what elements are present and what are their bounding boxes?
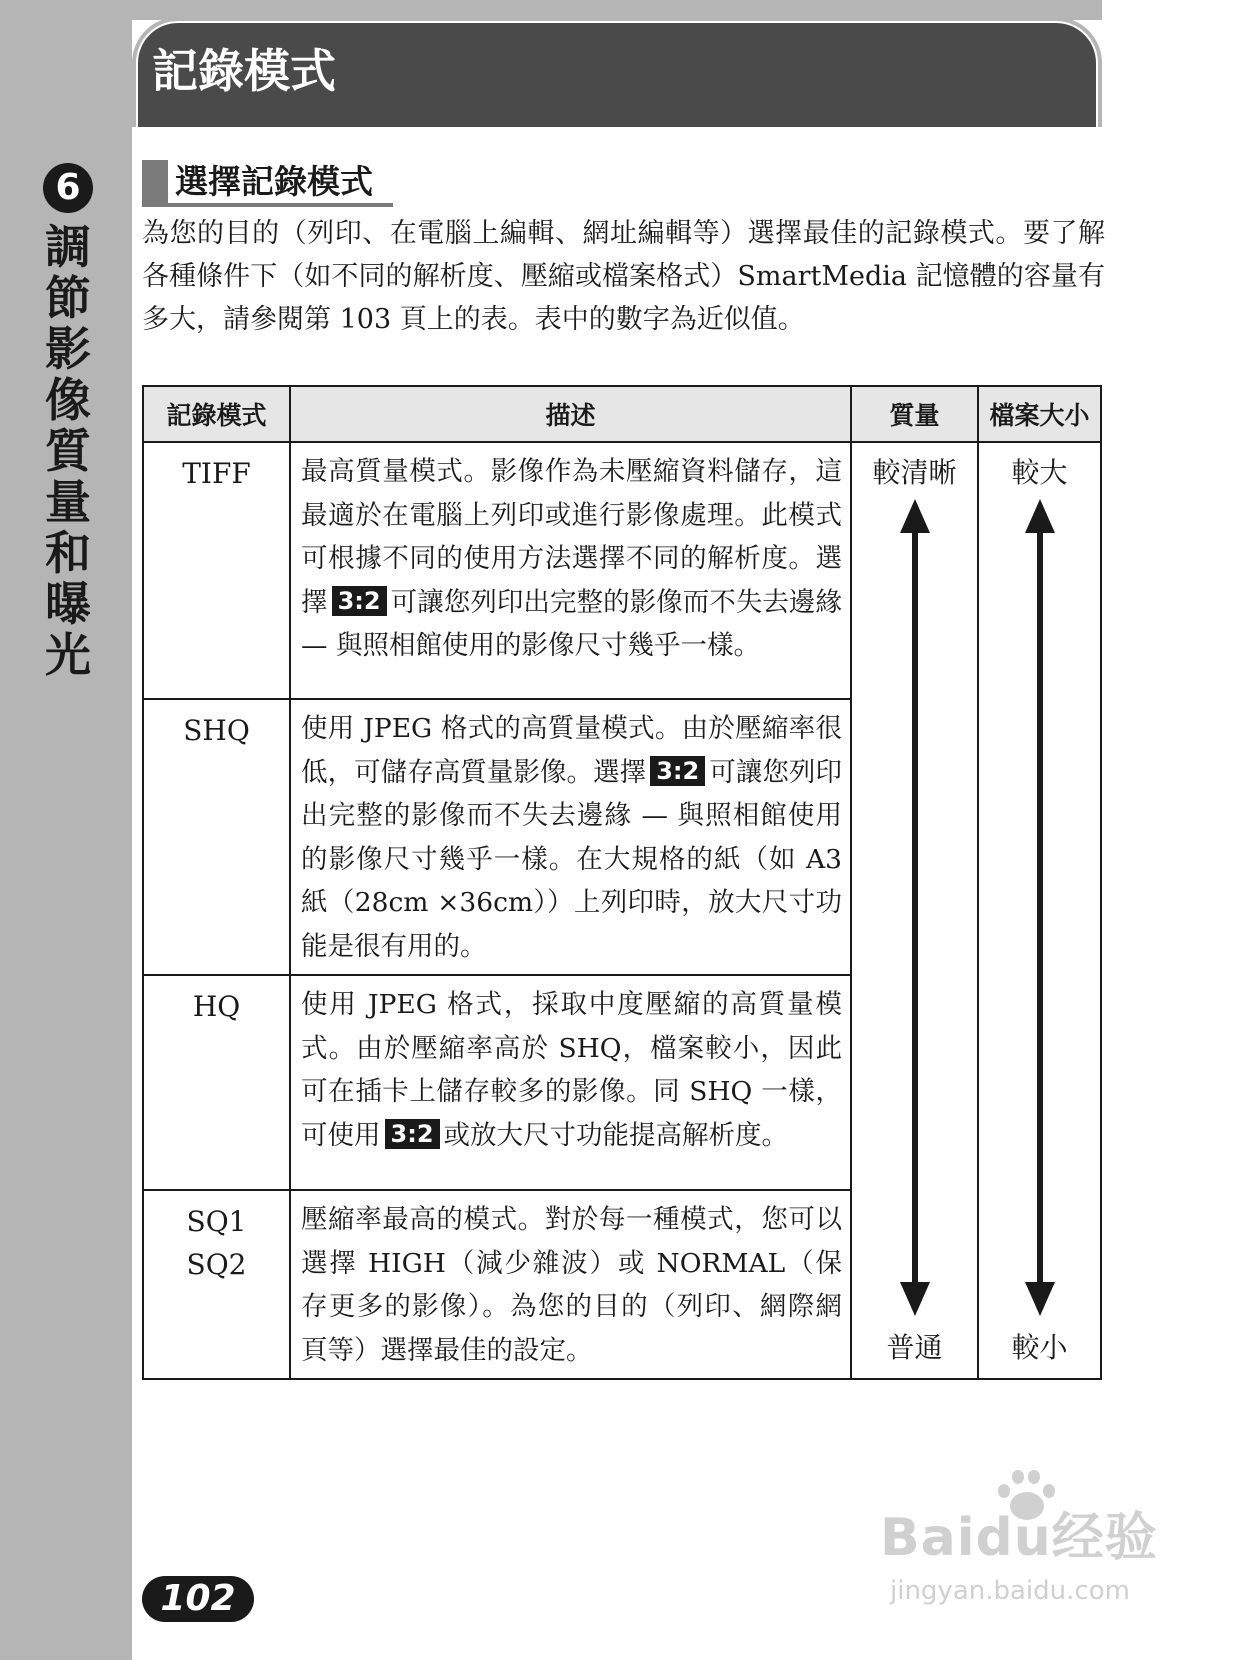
size-large-label: 較大 — [1011, 456, 1068, 489]
intro-paragraph: 為您的目的（列印、在電腦上編輯、網址編輯等）選擇最佳的記錄模式。要了解各種條件下（如不同的解析度、壓縮或檔案格式）SmartMedia 記憶體的容量有多大，請參閱第 103 頁上的表。表中的數字為近似值。 — [142, 218, 1105, 335]
arrow-down-icon — [1025, 1282, 1055, 1316]
arrow-down-icon — [900, 1282, 930, 1316]
aspect-ratio-tag: 3:2 — [385, 1119, 440, 1149]
section-underline — [142, 203, 393, 207]
mode-name: SQ1 — [186, 1205, 247, 1238]
table-row — [143, 442, 1101, 699]
mode-description: 壓縮率最高的模式。對於每一種模式，您可以選擇 HIGH（減少雜波）或 NORMAL（保存更多的影像）。為您的目的（列印、網際網頁等）選擇最佳的設定。 — [290, 1190, 851, 1379]
mode-name: HQ — [143, 975, 290, 1190]
size-small-label: 較小 — [1011, 1331, 1068, 1364]
arrow-up-icon — [900, 499, 930, 533]
mode-description — [290, 442, 851, 699]
mode-name: SHQ — [143, 699, 290, 975]
page-title: 記錄模式 — [152, 44, 336, 98]
description-text: 可讓您列印出完整的影像而不失去邊緣 — 與照相館使用的影像尺寸幾乎一樣。在大規格的紙（如 A3 紙（28cm ×36cm））上列印時，放大尺寸功能是很有用的。 — [301, 756, 842, 962]
chapter-title-vertical: 調節影像質量和曝光 — [45, 220, 91, 682]
table-header-row — [143, 386, 1101, 442]
quality-high-label: 較清晰 — [872, 456, 957, 489]
arrow-shaft — [1037, 529, 1043, 1286]
file-size-scale — [978, 442, 1101, 1379]
mode-description — [290, 975, 851, 1190]
mode-name-group — [143, 1190, 290, 1379]
section-heading — [142, 160, 373, 206]
baidu-watermark — [880, 1468, 1180, 1608]
chapter-number-badge: 6 — [43, 163, 93, 213]
mode-description — [290, 699, 851, 975]
double-arrow-icon — [900, 499, 930, 1316]
arrow-shaft — [912, 529, 918, 1286]
description-text: 或放大尺寸功能提高解析度。 — [443, 1119, 789, 1151]
mode-name: TIFF — [143, 442, 290, 699]
arrow-up-icon — [1025, 499, 1055, 533]
description-text: 最高質量模式。影像作為未壓縮資料儲存，這最適於在電腦上列印或進行影像處理。此模式可根據不同的使用方法選擇不同的解析度。選擇 — [301, 456, 842, 618]
quality-low-label: 普通 — [886, 1331, 943, 1364]
section-title: 選擇記錄模式 — [175, 162, 373, 201]
watermark-url: jingyan.baidu.com — [890, 1576, 1130, 1606]
page-number: 102 — [142, 1576, 254, 1622]
header-mode: 記錄模式 — [143, 386, 290, 442]
description-text: 使用 JPEG 格式，採取中度壓縮的高質量模式。由於壓縮率高於 SHQ，檔案較小，因此可在插卡上儲存較多的影像。同 SHQ 一樣，可使用 — [301, 989, 842, 1151]
header-file-size: 檔案大小 — [978, 386, 1101, 442]
recording-mode-table — [142, 385, 1102, 1380]
watermark-logo: Baidu经验 — [880, 1508, 1158, 1568]
double-arrow-icon — [1025, 499, 1055, 1316]
description-text: 使用 JPEG 格式的高質量模式。由於壓縮率很低，可儲存高質量影像。選擇 — [301, 713, 842, 788]
description-text: 可讓您列印出完整的影像而不失去邊緣 — 與照相館使用的影像尺寸幾乎一樣。 — [301, 586, 842, 661]
mode-name: SQ2 — [186, 1248, 247, 1281]
aspect-ratio-tag: 3:2 — [332, 586, 387, 616]
header-quality: 質量 — [851, 386, 978, 442]
quality-scale — [851, 442, 978, 1379]
header-description: 描述 — [290, 386, 851, 442]
aspect-ratio-tag: 3:2 — [650, 756, 705, 786]
section-marker — [142, 160, 168, 204]
